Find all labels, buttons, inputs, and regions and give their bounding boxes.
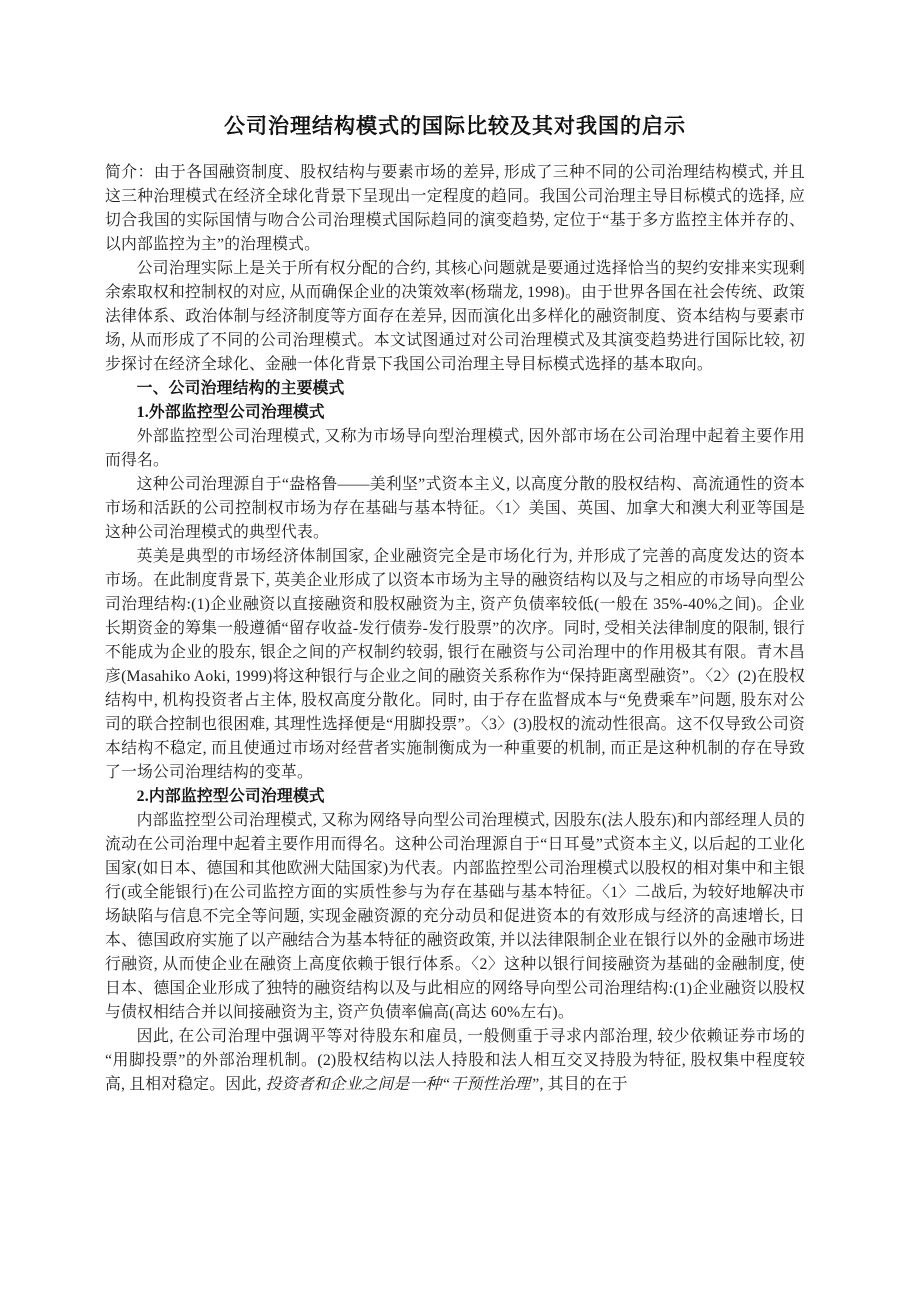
conclusion-text-pre: 因此, 在公司治理中强调平等对待股东和雇员, 一般侧重于寻求内部治理, 较少依赖证券市场的“用脚投票”的外部治理机制。(2)股权结构以法人持股和法人相互交叉持股为特征, 股权集中程度较高, 且相对稳定。因此, bbox=[105, 1028, 805, 1093]
conclusion-text-italic: 投资者和企业之间是一种“干预性治理” bbox=[265, 1076, 540, 1093]
paragraph-governance-contract: 公司治理实际上是关于所有权分配的合约, 其核心问题就是要通过选择恰当的契约安排来实现剩余索取权和控制权的对应, 从而确保企业的决策效率(杨瑞龙, 1998)。由于世界各国在社会传统、政策法律体系、政治体制与经济制度等方面存在差异, 因而演化出多样化的融资制度、资本结构与要素市场, 从而形成了不同的公司治理模式。本文试图通过对公司治理模式及其演变趋势进行国际比较, 初步探讨在经济全球化、金融一体化背景下我国公司治理主导目标模式选择的基本取向。 bbox=[105, 260, 805, 373]
section-heading-main-models: 一、公司治理结构的主要模式 bbox=[136, 380, 345, 397]
paragraph-anglo-american-origin: 这种公司治理源自于“盎格鲁——美利坚”式资本主义, 以高度分散的股权结构、高流通性的资本市场和活跃的公司控制权市场为存在基础与基本特征。〈1〉美国、英国、加拿大和澳大利亚等国是这种公司治理模式的典型代表。 bbox=[105, 476, 805, 541]
paragraph-conclusion bbox=[105, 1025, 805, 1097]
paragraph-internal-model-detail: 内部监控型公司治理模式, 又称为网络导向型公司治理模式, 因股东(法人股东)和内部经理人员的流动在公司治理中起着主要作用而得名。这种公司治理源自于“日耳曼”式资本主义, 以后起的工业化国家(如日本、德国和其他欧洲大陆国家)为代表。内部监控型公司治理模式以股权的相对集中和主银行(或全能银行)在公司监控方面的实质性参与为存在基础与基本特征。〈1〉二战后, 为较好地解决市场缺陷与信息不完全等问题, 实现金融资源的充分动员和促进资本的有效形成与经济的高速增长, 日本、德国政府实施了以产融结合为基本特征的融资政策, 并以法律限制企业在银行以外的金融市场进行融资, 从而使企业在融资上高度依赖于银行体系。〈2〉这种以银行间接融资为基础的金融制度, 使日本、德国企业形成了独特的融资结构以及与此相应的网络导向型公司治理结构:(1)企业融资以股权与债权相结合并以间接融资为主, 资产负债率偏高(高达 60%左右)。 bbox=[105, 812, 805, 1021]
document-title: 公司治理结构模式的国际比较及其对我国的启示 bbox=[224, 114, 686, 138]
paragraph-anglo-american-detail: 英美是典型的市场经济体制国家, 企业融资完全是市场化行为, 并形成了完善的高度发达的资本市场。在此制度背景下, 英美企业形成了以资本市场为主导的融资结构以及与之相应的市场导向型公司治理结构:(1)企业融资以直接融资和股权融资为主, 资产负债率较低(一般在 35%-40%之间)。企业长期资金的筹集一般遵循“留存收益-发行债券-发行股票”的次序。同时, 受相关法律制度的限制, 银行不能成为企业的股东, 银企之间的产权制约较弱, 银行在融资与公司治理中的作用极其有限。青木昌彦(Masahiko Aoki, 1999)将这种银行与企业之间的融资关系称作为“保持距离型融资”。〈2〉(2)在股权结构中, 机构投资者占主体, 股权高度分散化。同时, 由于存在监督成本与“免费乘车”问题, 股东对公司的联合控制也很困难, 其理性选择便是“用脚投票”。〈3〉(3)股权的流动性很高。这不仅导致公司资本结构不稳定, 而且使通过市场对经营者实施制衡成为一种重要的机制, 而正是这种机制的存在导致了一场公司治理结构的变革。 bbox=[105, 548, 805, 781]
subsection-heading-internal-model: 2.内部监控型公司治理模式 bbox=[136, 788, 325, 805]
subsection-heading-external-model: 1.外部监控型公司治理模式 bbox=[136, 404, 325, 421]
intro-paragraph: 简介：由于各国融资制度、股权结构与要素市场的差异, 形成了三种不同的公司治理结构模式, 并且这三种治理模式在经济全球化背景下呈现出一定程度的趋同。我国公司治理主导目标模式的选择, 应切合我国的实际国情与吻合公司治理模式国际趋同的演变趋势, 定位于“基于多方监控主体并存的、以内部监控为主”的治理模式。 bbox=[105, 164, 805, 253]
conclusion-text-post: , 其目的在于 bbox=[539, 1076, 628, 1093]
paragraph-external-model-naming: 外部监控型公司治理模式, 又称为市场导向型治理模式, 因外部市场在公司治理中起着主要作用而得名。 bbox=[105, 428, 805, 469]
